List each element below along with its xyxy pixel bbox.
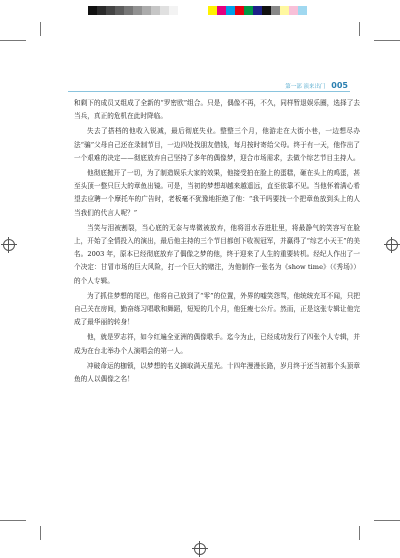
- body-text: [74, 97, 360, 388]
- color-swatch: [280, 6, 289, 15]
- color-swatch: [217, 6, 226, 15]
- paragraph: 当笑与泪被割裂，当心底的无奈与卑微被放弃，他将泪水吞进肚里，将最静气的笑容写在脸上，开始了全情投入的演出，最后他主持的三个节目都创下收视冠军，并赢得了“综艺小天王”的美名。2003 年，原本已经彻底放弃了偶像之梦的他，终于迎来了人生的重要转机。经纪人作出了一个决定：甘冒市场的巨大风险，打一个巨大的赌注，为他制作一张名为《show time》（《秀场》）的个人专辑。: [74, 223, 360, 285]
- paragraph: 失去了搭档的他收入锐减，最后彻底失业。整整三个月，他游走在大街小巷，一边想尽办法“骗”父母自己还在录制节目，一边四处找朋友借钱，每月按时寄给父母。终于有一天，他作出了一个艰难的决定——彻底放弃自己坚持了多年的偶像梦，迎合市场需求，去做个综艺节目主持人。: [74, 127, 360, 162]
- paragraph: 他彻底抛开了一切，为了制造娱乐大家的效果，他接受拍在脸上的蛋糕，砸在头上的鸡蛋，甚至头顶一整只巨大的章鱼出镜。可是，当初的梦想却越来越遥远，直至依靠不见。当他怀着满心希望去应聘一个摩托车的广告时，老板毫不犹豫地拒绝了他：“我干吗要找一个把章鱼放到头上的人当我们的代言人呢？”: [74, 169, 360, 217]
- crop-mark: [374, 40, 400, 41]
- color-swatch: [160, 6, 169, 15]
- color-swatch: [106, 6, 115, 15]
- crop-mark: [0, 40, 26, 41]
- page-number: 005: [331, 81, 348, 90]
- color-swatch: [253, 6, 262, 15]
- paragraph: 他，就是罗志祥，如今红遍全亚洲的偶像歌手。迄今为止，已经成功发行了四张个人专辑，并成为在台北举办个人演唱会的第一人。: [74, 333, 360, 355]
- crop-mark: [359, 22, 360, 36]
- crop-mark: [40, 22, 41, 36]
- color-swatch: [142, 6, 151, 15]
- color-swatch: [235, 6, 244, 15]
- header-rule: [68, 91, 350, 92]
- registration-mark-icon: [386, 239, 398, 251]
- crop-mark: [40, 526, 41, 540]
- color-swatch: [271, 6, 280, 15]
- running-header: [285, 81, 348, 90]
- paragraph: 为了抓住梦想的尾巴，他将自己放到了“零”的位置，外界的嘘笑怨骂，他统统充耳不闻，只把自己关在房间，勤奋练习唱歌和舞蹈，短短的几个月，他狂瘦七公斤。然而，正是这张专辑让他完成了最华丽的转身！: [74, 291, 360, 327]
- color-swatch: [244, 6, 253, 15]
- color-swatch: [208, 6, 217, 15]
- color-swatch: [151, 6, 160, 15]
- paragraph: 冲破命运的枷锁，以梦想的名义摘取满天星光。十四年漫漫长路，岁月终于还当初那个头顶章鱼的人以偶像之名！: [74, 361, 360, 384]
- color-swatch: [289, 6, 298, 15]
- color-swatch: [169, 6, 178, 15]
- crop-mark: [359, 526, 360, 540]
- crop-mark: [374, 520, 400, 521]
- crop-mark: [0, 520, 26, 521]
- color-swatch: [262, 6, 271, 15]
- color-swatch: [88, 6, 97, 15]
- color-swatch: [133, 6, 142, 15]
- color-swatch: [298, 6, 307, 15]
- color-swatch: [97, 6, 106, 15]
- chapter-label: 第一部 演来出门: [285, 84, 326, 90]
- paragraph: 和剩下的成员又组成了全新的“罗密欧”组合。只是，偶像不再，不久，同样暂退娱乐圈，选择了去当兵，真正的危机在此时降临。: [74, 99, 360, 121]
- color-swatch: [124, 6, 133, 15]
- color-swatch: [226, 6, 235, 15]
- color-swatch: [115, 6, 124, 15]
- registration-mark-icon: [3, 239, 15, 251]
- registration-mark-icon: [194, 543, 206, 555]
